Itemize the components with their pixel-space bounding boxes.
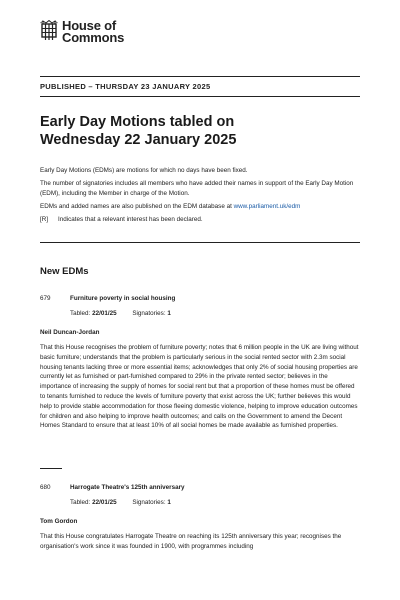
edm-signatories-label: Signatories: [132,499,166,506]
edm-member: Neil Duncan-Jordan [40,329,100,336]
edm-title: Harrogate Theatre's 125th anniversary [70,484,185,491]
published-rule [40,96,360,97]
edm-header [40,483,360,493]
intro-paragraph-3 [40,202,360,212]
house-of-commons-logo [40,20,124,44]
logo-line-2: Commons [62,30,125,45]
published-date: PUBLISHED – THURSDAY 23 JANUARY 2025 [40,82,211,91]
edm-item [40,483,360,552]
edm-signatories-count: 1 [167,310,171,317]
page-title-line-1: Early Day Motions tabled on [40,114,235,130]
logo-text [62,20,124,44]
edm-tabled-date: 22/01/25 [92,310,117,317]
edm-tabled-date: 22/01/25 [92,499,117,506]
edm-signatories-label: Signatories: [132,310,166,317]
edm-title: Furniture poverty in social housing [70,295,176,302]
interest-text: Indicates that a relevant interest has been declared. [58,215,203,223]
edm-tabled-label: Tabled: [70,310,91,317]
edm-signatories-count: 1 [167,499,171,506]
intro-paragraph-2: The number of signatories includes all members who have added their names in support of the Early Day Motion (EDM), including the Member in charge of the Motion. [40,180,354,197]
edm-body: That this House recognises the problem of furniture poverty; notes that 6 million people in the UK are living without basic furniture; understands that the problem is particularly serious in the social rented sector with 2.3m social housing tenants lacking three or more essential items; acknowledges that only 2% of social housing properties are currently let as furnished or part-furnished compared to 29% in the private rented sector; believes in the importance of increasing the supply of homes for social rent but that a proportion of these homes must be offered to tenants furnished to reduce the levels of furniture poverty that exist across the UK; further believes this would help to provide stable accommodation for those fleeing domestic violence, helping to improve education outcomes for children and also helping to improve health outcomes; and calls on the Government to amend the Decent Homes Standard to ensure that at least 10% of all social homes be made available as furnished properties. [40,344,359,430]
edm-number: 679 [40,295,51,302]
page-title-line-2: Wednesday 22 January 2025 [40,132,237,148]
interest-tag: [R] [40,215,49,223]
intro-paragraph-1: Early Day Motions (EDMs) are motions for which no days have been fixed. [40,167,248,174]
page-title [40,113,360,149]
edm-number: 680 [40,484,51,491]
edm-database-link[interactable]: www.parliament.uk/edm [233,202,301,210]
edm-item [40,294,360,431]
edm-divider [40,468,62,469]
logo-line-1: House of [62,18,117,33]
portcullis-icon [40,20,58,42]
edm-body: That this House congratulates Harrogate Theatre on reaching its 125th anniversary this year; recognises the organisation's work since it was founded in 1900, with programmes including [40,533,342,550]
section-title: New EDMs [40,266,89,277]
top-rule [40,76,360,77]
interest-note [40,215,360,225]
intro-section [40,166,360,228]
edm-meta [70,498,360,508]
edm-header [40,294,360,304]
section-rule [40,242,360,243]
edm-meta [70,309,360,319]
edm-member: Tom Gordon [40,518,78,525]
edm-tabled-label: Tabled: [70,499,91,506]
intro-paragraph-3-text: EDMs and added names are also published on the EDM database at [40,202,234,210]
